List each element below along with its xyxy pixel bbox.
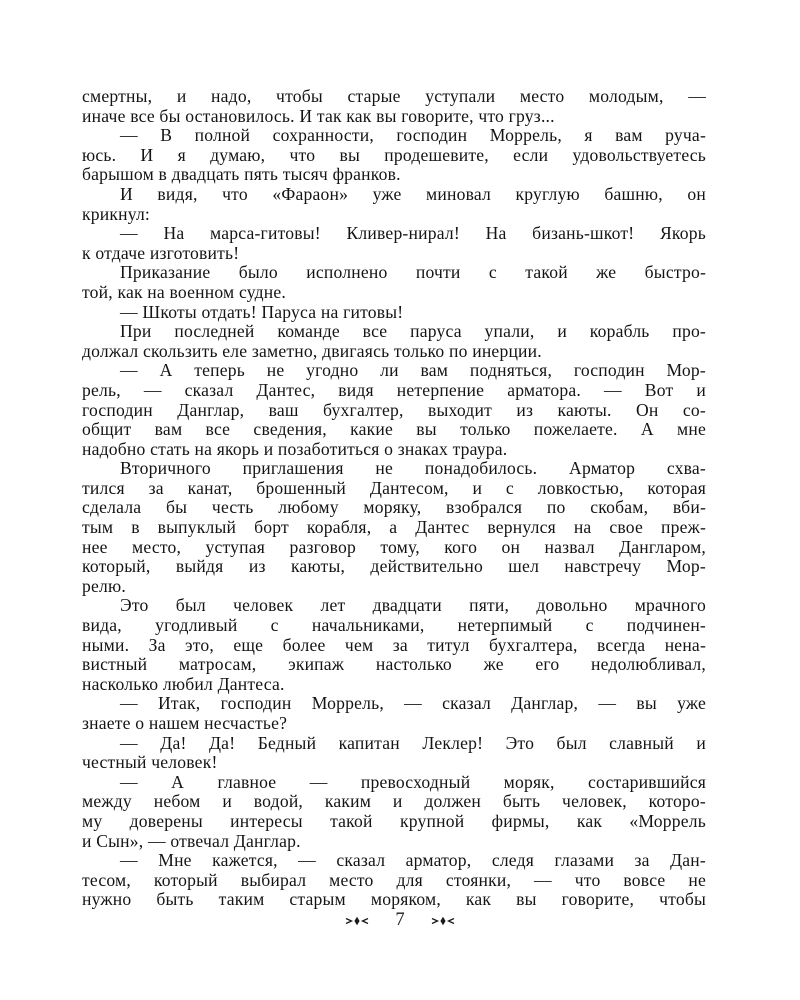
text-line: рель, — сказал Дантес, видя нетерпение арматора. — Вот и	[82, 379, 706, 400]
text-line: — На марса-гитовы! Кливер-нирал! На бизань-шкот! Якорь	[120, 223, 706, 244]
text-line: Приказание было исполнено почти с такой же быстро-	[120, 262, 706, 283]
text-line: Вторичного приглашения не понадобилось. Арматор схва-	[120, 458, 706, 479]
text-line: тился за канат, брошенный Дантесом, и с ловкостью, которая	[82, 477, 706, 498]
text-line: — Итак, господин Моррель, — сказал Данглар, — вы уже	[120, 693, 706, 714]
text-line: вида, угодливый с начальниками, нетерпимый с подчинен-	[82, 615, 706, 636]
text-line: му доверены интересы такой крупной фирмы, как «Моррель	[82, 810, 706, 831]
text-line: ными. За это, еще более чем за титул бухгалтера, всегда нена-	[82, 634, 706, 655]
text-line: той, как на военном судне.	[82, 281, 286, 302]
text-line: между небом и водой, каким и должен быть человек, которо-	[82, 791, 706, 812]
text-line: общит вам все сведения, какие вы только пожелаете. А мне	[82, 419, 706, 440]
text-line: смертны, и надо, чтобы старые уступали место молодым, —	[82, 86, 706, 106]
text-line: И видя, что «Фараон» уже миновал круглую башню, он	[120, 183, 706, 204]
text-line: тым в выпуклый борт корабля, а Дантес вернулся на свое преж-	[82, 517, 706, 538]
page-number: 7	[395, 910, 405, 930]
text-line: барышом в двадцать пять тысяч франков.	[82, 164, 401, 185]
text-line: который, выйдя из каюты, действительно шел навстречу Мор-	[82, 556, 706, 577]
fleuron-left-icon	[345, 916, 369, 926]
text-line: нужно быть таким старым моряком, как вы говорите, чтобы	[82, 889, 706, 910]
text-line: — Да! Да! Бедный капитан Леклер! Это был славный и	[120, 732, 706, 753]
text-line: — Мне кажется, — сказал арматор, следя глазами за Дан-	[120, 850, 706, 871]
text-line: вистный матросам, экипаж настолько же его недолюбливал,	[82, 654, 706, 675]
text-line: иначе все бы остановилось. И так как вы говорите, что груз...	[82, 105, 555, 126]
text-line: релю.	[82, 575, 126, 596]
text-line: крикнул:	[82, 203, 151, 224]
text-line: должал скользить еле заметно, двигаясь только по инерции.	[82, 340, 542, 361]
page-footer	[0, 910, 800, 931]
text-line: — А теперь не угодно ли вам подняться, господин Мор-	[120, 360, 706, 381]
fleuron-right-icon	[431, 916, 455, 926]
text-line: сделала бы честь любому моряку, взобрался по скобам, вби-	[82, 497, 706, 518]
text-line: знаете о нашем несчастье?	[82, 713, 288, 733]
text-line: — Шкоты отдать! Паруса на гитовы!	[120, 301, 404, 322]
text-line: к отдаче изготовить!	[82, 242, 240, 263]
text-line: — В полной сохранности, господин Моррель, я вам руча-	[120, 125, 706, 146]
text-line: надобно стать на якорь и позаботиться о знаках траура.	[82, 438, 508, 459]
text-line: честный человек!	[82, 752, 218, 773]
text-line: юсь. И я думаю, что вы продешевите, если удовольствуетесь	[82, 144, 706, 165]
text-line: господин Данглар, ваш бухгалтер, выходит из каюты. Он со-	[82, 399, 706, 420]
text-line: тесом, который выбирал место для стоянки, — что вовсе не	[82, 869, 706, 890]
text-line: При последней команде все паруса упали, и корабль про-	[120, 321, 706, 342]
text-line: и Сын», — отвечал Данглар.	[82, 830, 301, 851]
page-text	[82, 87, 706, 910]
text-line: — А главное — превосходный моряк, состарившийся	[120, 771, 706, 792]
text-line: насколько любил Дантеса.	[82, 673, 285, 694]
text-line: Это был человек лет двадцати пяти, довольно мрачного	[120, 595, 706, 616]
text-line: нее место, уступая разговор тому, кого он назвал Дангларом,	[82, 536, 706, 557]
